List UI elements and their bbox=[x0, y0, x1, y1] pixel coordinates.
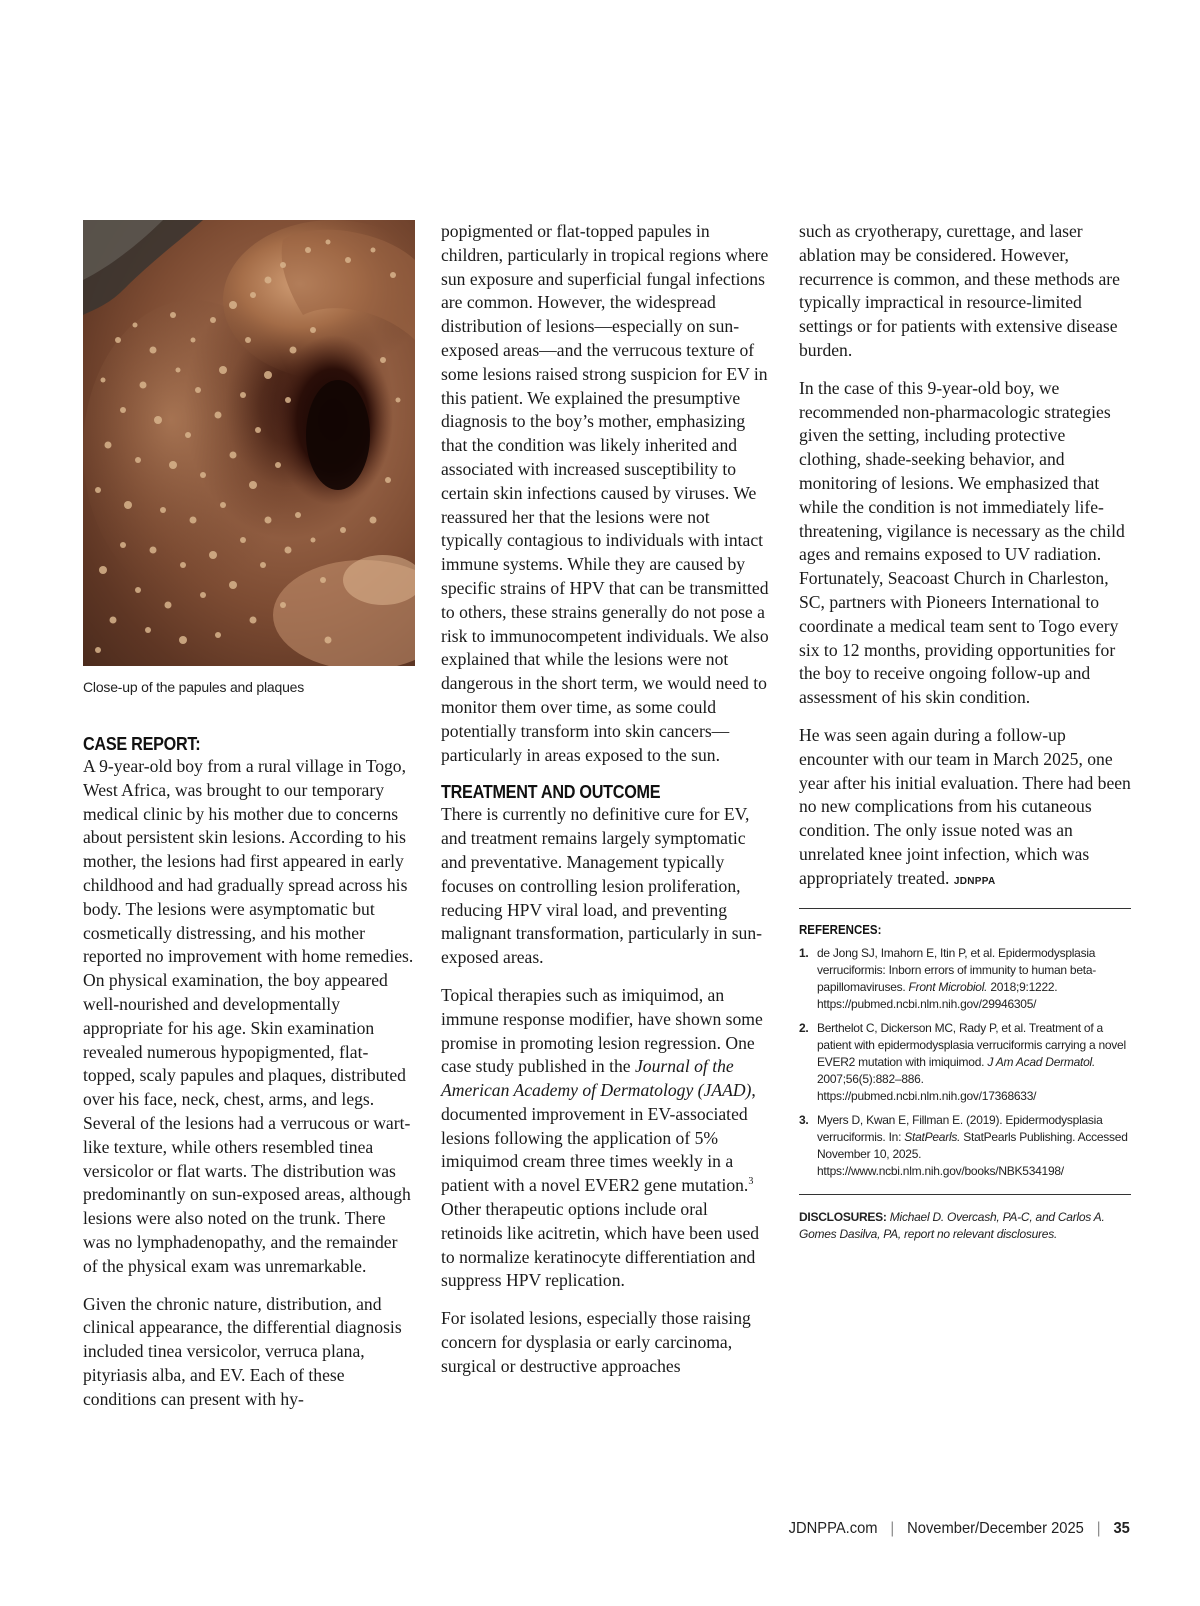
treatment-paragraph-1: There is currently no definitive cure for EV, and treatment remains largely symptomatic and preventative. Management typically focuses on controlling lesion proliferation, reducing HPV viral load, and preventing malignant transformation, particularly in sun-exposed areas. bbox=[441, 804, 763, 968]
references-heading: REFERENCES: bbox=[799, 922, 882, 937]
case-photo bbox=[83, 220, 415, 666]
reference-number: 1. bbox=[799, 945, 809, 960]
column-3 bbox=[799, 220, 1131, 1243]
treatment-heading: TREATMENT AND OUTCOME bbox=[441, 782, 661, 803]
reference-text: de Jong SJ, Imahorn E, Itin P, et al. Epidermodysplasia verruciformis: Inborn errors of immunity to human beta-papillomaviruses. bbox=[817, 945, 1097, 994]
treatment-paragraph-3-continued: such as cryotherapy, curettage, and laser ablation may be considered. However, recurrence is common, and these methods are typically impractical in resource-limited settings or for patients with extensive disease burden. bbox=[799, 221, 1120, 360]
reference-text-end[interactable]: 2018;9:1222. https://pubmed.ncbi.nlm.nih.gov/29946305/ bbox=[817, 979, 1058, 1011]
page-number: 35 bbox=[1113, 1520, 1130, 1537]
reference-item bbox=[799, 945, 1131, 1013]
reference-item bbox=[799, 1112, 1131, 1180]
case-report-paragraph-2-continued: popigmented or flat-topped papules in children, particularly in tropical regions where sun exposure and superficial fungal infections are common. However, the widespread distribution of lesions—especially on sun-exposed areas—and the verrucous texture of some lesions raised strong suspicion for EV in this patient. We explained the presumptive diagnosis to the boy’s mother, emphasizing that the condition was likely inherited and associated with increased susceptibility to certain skin infections caused by viruses. We reassured her that the lesions were not typically contagious to individuals with intact immune systems. While they are caused by specific strains of HPV that can be transmitted to others, these strains generally do not pose a risk to immunocompetent individuals. We also explained that while the lesions were not dangerous in the short term, we would need to monitor them over time, as some could potentially transform into skin cancers—particularly in areas exposed to the sun. bbox=[441, 221, 769, 765]
case-report-paragraph-2: Given the chronic nature, distribution, and clinical appearance, the differential diagnosis included tinea versicolor, verruca plana, pityriasis alba, and EV. Each of these conditions can present with hy- bbox=[83, 1293, 402, 1409]
treatment-paragraph-2 bbox=[441, 984, 773, 1293]
column-1 bbox=[83, 220, 415, 1412]
treatment-paragraph-3: For isolated lesions, especially those raising concern for dysplasia or early carcinoma, surgical or destructive approaches bbox=[441, 1308, 751, 1376]
reference-text-end[interactable]: 2007;56(5):882–886. https://pubmed.ncbi.nlm.nih.gov/17368633/ bbox=[817, 1071, 1037, 1103]
column-2 bbox=[441, 220, 773, 1379]
references-list bbox=[799, 945, 1131, 1180]
page-footer bbox=[789, 1520, 1130, 1538]
skin-closeup-image bbox=[83, 220, 415, 666]
reference-item bbox=[799, 1020, 1131, 1105]
case-report-heading: CASE REPORT: bbox=[83, 734, 201, 754]
treatment-p5-text: He was seen again during a follow-up encounter with our team in March 2025, one year after his initial evaluation. There had been no new complications from his cutaneous condition. The only issue noted was an unrelated knee joint infection, which was appropriately treated. bbox=[799, 724, 1131, 888]
treatment-paragraph-5 bbox=[799, 724, 1131, 894]
divider bbox=[799, 1194, 1131, 1195]
footer-separator: | bbox=[1096, 1520, 1101, 1537]
divider bbox=[799, 908, 1131, 909]
reference-text: Myers D, Kwan E, Fillman E. (2019). Epidermodysplasia verruciformis. In: bbox=[817, 1112, 1103, 1144]
case-report-paragraph-1: A 9-year-old boy from a rural village in Togo, West Africa, was brought to our temporary medical clinic by his mother due to concerns about persistent skin lesions. According to his mother, the lesions had first appeared in early childhood and had gradually spread across his body. The lesions were asymptomatic but cosmetically distressing, and his mother reported no improvement with home remedies. On physical examination, the boy appeared well-nourished and developmentally appropriate for his age. Skin examination revealed numerous hypopigmented, flat-topped, scaly papules and plaques, distributed over his face, neck, chest, arms, and legs. Several of the lesions had a verrucous or wart-like texture, while others resembled tinea versicolor or flat warts. The distribution was predominantly on sun-exposed areas, although lesions were also noted on the trunk. There was no lymphadenopathy, and the remainder of the physical exam was unremarkable. bbox=[83, 756, 414, 1276]
footer-issue: November/December 2025 bbox=[907, 1520, 1085, 1537]
reference-journal: J Am Acad Dermatol. bbox=[987, 1054, 1096, 1069]
disclosures bbox=[799, 1209, 1131, 1243]
reference-journal: StatPearls. bbox=[904, 1129, 961, 1144]
footer-site[interactable]: JDNPPA.com bbox=[788, 1520, 878, 1537]
end-tag: JDNPPA bbox=[953, 875, 996, 887]
disclosures-text: Michael D. Overcash, PA-C, and Carlos A. Gomes Dasilva, PA, report no relevant disclosures. bbox=[799, 1209, 1105, 1241]
reference-text-end[interactable]: StatPearls Publishing. Accessed November 10, 2025. https://www.ncbi.nlm.nih.gov/books/NBK534198/ bbox=[817, 1129, 1128, 1178]
treatment-p2-text-b: , documented improvement in EV-associated lesions following the application of 5% imiquimod cream three times weekly in a patient with a novel EVER2 gene mutation. bbox=[441, 1080, 756, 1196]
figure-caption: Close-up of the papules and plaques bbox=[83, 679, 305, 695]
journal-title: Journal of the American Academy of Dermatology (JAAD) bbox=[441, 1056, 752, 1101]
footer-separator: | bbox=[890, 1520, 895, 1537]
reference-number: 2. bbox=[799, 1020, 809, 1035]
reference-text: Berthelot C, Dickerson MC, Rady P, et al. Treatment of a patient with epidermodysplasia verruciformis carrying a novel EVER2 mutation with imiquimod. bbox=[817, 1020, 1126, 1069]
treatment-paragraph-4: In the case of this 9-year-old boy, we recommended non-pharmacologic strategies given the setting, including protective clothing, shade-seeking behavior, and monitoring of lesions. We emphasized that while the condition is not immediately life-threatening, vigilance is necessary as the child ages and remains exposed to UV radiation. Fortunately, Seacoast Church in Charleston, SC, partners with Pioneers International to coordinate a medical team sent to Togo every six to 12 months, providing opportunities for the boy to receive ongoing follow-up and assessment of his skin condition. bbox=[799, 377, 1125, 708]
disclosures-label: DISCLOSURES: bbox=[799, 1209, 887, 1224]
reference-number: 3. bbox=[799, 1112, 809, 1127]
treatment-p2-text-a: Topical therapies such as imiquimod, an immune response modifier, have shown some promise in promoting lesion regression. One case study published in the bbox=[441, 984, 763, 1077]
reference-journal: Front Microbiol. bbox=[908, 979, 988, 994]
citation-superscript: 3 bbox=[748, 1176, 754, 1188]
treatment-p2-text-c: Other therapeutic options include oral retinoids like acitretin, which have been used to normalize keratinocyte differentiation and suppress HPV replication. bbox=[441, 1199, 760, 1291]
